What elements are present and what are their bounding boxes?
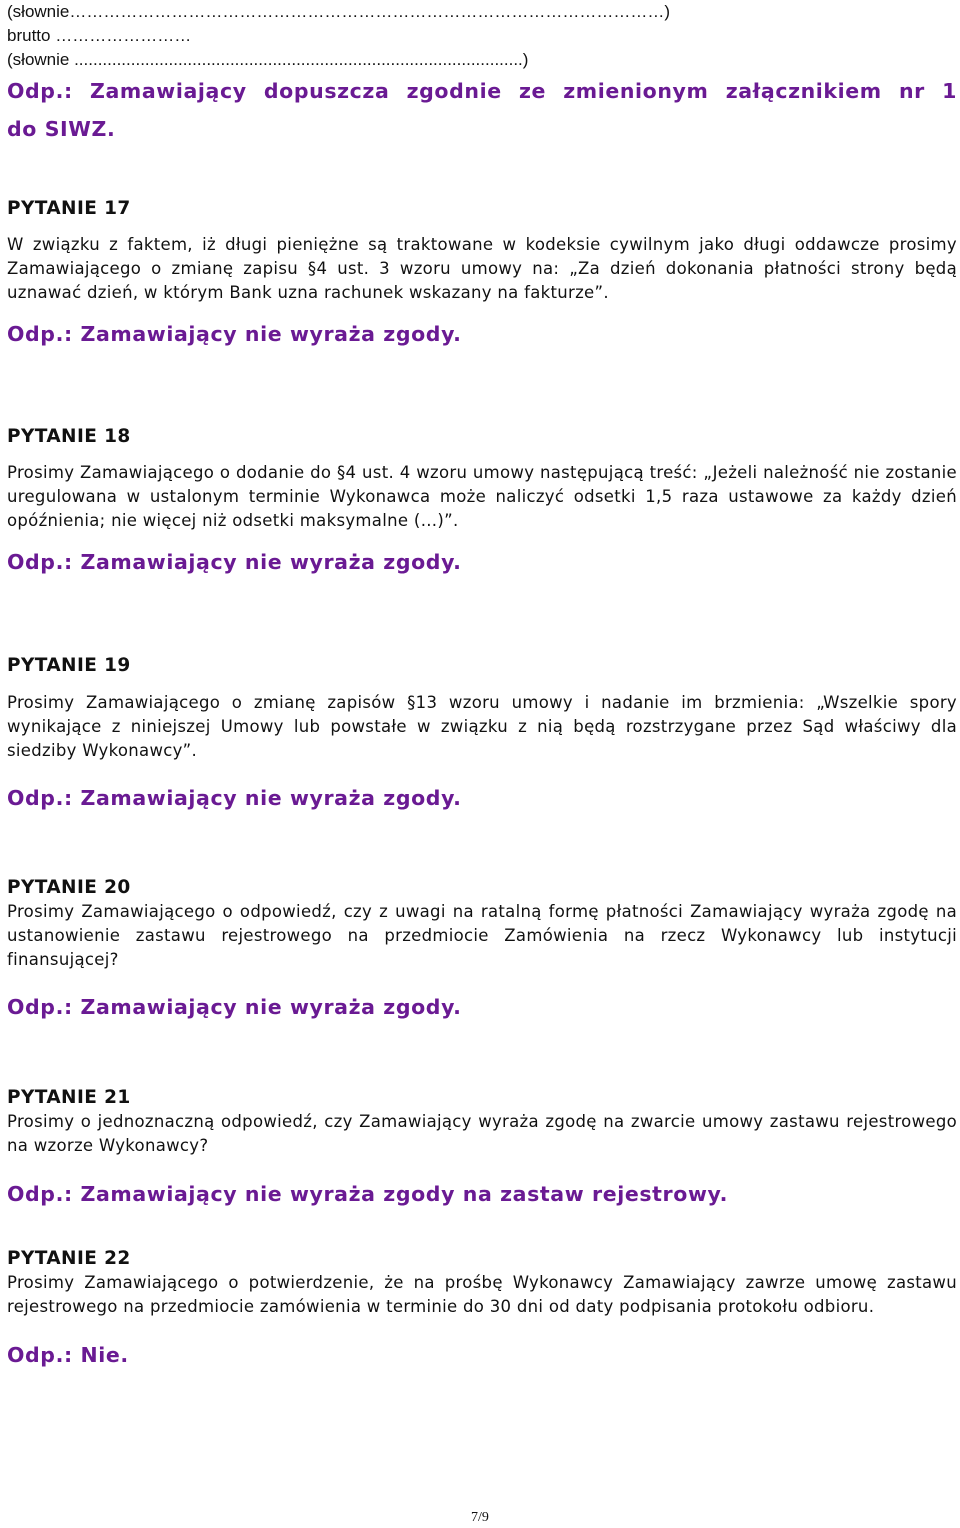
question-17 bbox=[7, 197, 957, 353]
question-text: Prosimy o jednoznaczną odpowiedź, czy Zamawiający wyraża zgodę na zwarcie umowy zastawu rejestrowego na wzorze Wykonawcy? bbox=[7, 1112, 957, 1155]
question-text: Prosimy Zamawiającego o dodanie do §4 ust. 4 wzoru umowy następującą treść: „Jeżeli należność nie zostanie uregulowana w ustalonym terminie Wykonawca może naliczyć odsetki 1,5 raza ustawowe za każdy dzień opóźnienia; nie więcej niż odsetki maksymalne (…)”. bbox=[7, 463, 957, 530]
question-text: Prosimy Zamawiającego o potwierdzenie, że na prośbę Wykonawcy Zamawiający zawrze umowę zastawu rejestrowego na przedmiocie zamówienia w terminie do 30 dni od daty podpisania protokołu odbioru. bbox=[7, 1273, 957, 1316]
document-page bbox=[7, 0, 957, 1367]
question-22 bbox=[7, 1247, 957, 1374]
question-answer: Odp.: Zamawiający nie wyraża zgody. bbox=[7, 322, 462, 346]
question-20 bbox=[7, 876, 957, 1026]
question-18 bbox=[7, 425, 957, 581]
question-answer: Odp.: Nie. bbox=[7, 1343, 129, 1367]
question-19 bbox=[7, 654, 957, 817]
amount-words-line: (słownie……………………………………………………………………………………………) bbox=[7, 2, 671, 21]
gross-words-line: (słownie ...............................................................................................) bbox=[7, 50, 529, 69]
question-answer: Odp.: Zamawiający nie wyraża zgody. bbox=[7, 995, 462, 1019]
question-answer: Odp.: Zamawiający nie wyraża zgody. bbox=[7, 550, 462, 574]
price-fields bbox=[7, 0, 957, 72]
answer-attachment: Odp.: Zamawiający dopuszcza zgodnie ze zmienionym załącznikiem nr 1 bbox=[7, 79, 957, 103]
question-answer: Odp.: Zamawiający nie wyraża zgody. bbox=[7, 786, 462, 810]
question-heading: PYTANIE 17 bbox=[7, 198, 131, 219]
question-answer: Odp.: Zamawiający nie wyraża zgody na zastaw rejestrowy. bbox=[7, 1182, 728, 1206]
question-heading: PYTANIE 22 bbox=[7, 1248, 131, 1269]
question-heading: PYTANIE 18 bbox=[7, 426, 131, 447]
answer-attachment-cont: do SIWZ. bbox=[7, 117, 116, 141]
question-heading: PYTANIE 21 bbox=[7, 1087, 131, 1108]
question-21 bbox=[7, 1086, 957, 1213]
page-number: 7/9 bbox=[471, 1510, 489, 1525]
question-heading: PYTANIE 20 bbox=[7, 877, 131, 898]
gross-amount-line: brutto …………………… bbox=[7, 26, 192, 45]
question-text: W związku z faktem, iż długi pieniężne są traktowane w kodeksie cywilnym jako długi oddawcze prosimy Zamawiającego o zmianę zapisu §4 ust. 3 wzoru umowy na: „Za dzień dokonania płatności strony będą uznawać dzień, w którym Bank uzna rachunek wskazany na fakturze”. bbox=[7, 235, 957, 302]
question-text: Prosimy Zamawiającego o zmianę zapisów §13 wzoru umowy i nadanie im brzmienia: „Wszelkie spory wynikające z niniejszej Umowy lub powstałe w związku z nią będą rozstrzygane przez Sąd właściwy dla siedziby Wykonawcy”. bbox=[7, 693, 957, 760]
question-heading: PYTANIE 19 bbox=[7, 655, 131, 676]
question-text: Prosimy Zamawiającego o odpowiedź, czy z uwagi na ratalną formę płatności Zamawiający wyraża zgodę na ustanowienie zastawu rejestrowego na przedmiocie Zamówienia na rzecz Wykonawcy lub instytucji finansującej? bbox=[7, 902, 957, 969]
